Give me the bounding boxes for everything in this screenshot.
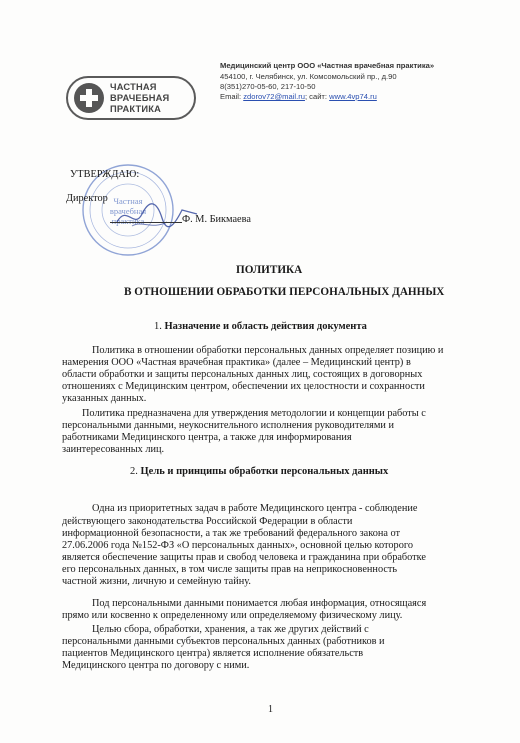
text-line: намерения ООО «Частная врачебная практика» (далее – Медицинский центр) в [62,357,411,368]
text-line: заинтересованных лиц. [62,444,165,455]
site-link[interactable]: www.4vp74.ru [329,92,377,101]
document-title: ПОЛИТИКА [236,264,303,276]
text-line: его персональных данных, в том числе защиты прав на неприкосновенность [62,564,398,575]
medical-cross-icon [74,83,104,113]
seal-text: врачебная [109,206,147,216]
text-line: Под персональными данными понимается любая информация, относящаяся [92,598,427,609]
text-line: работниками Медицинского центра, а также для информирования [62,432,352,443]
approval-label: УТВЕРЖДАЮ: [70,169,140,180]
logo-line: ЧАСТНАЯ [110,81,157,92]
text-line: является обеспечение защиты прав и свобод человека и гражданина при обработке [62,552,426,563]
text-line: прямо или косвенно к определенному или определяемому физическому лицу. [62,610,403,621]
org-contacts [220,92,434,102]
section-1-heading [154,321,367,332]
site-prefix: ; сайт: [304,92,330,101]
text-line: Политика предназначена для утверждения методологии и концепции работы с [82,408,426,419]
text-line: Целью сбора, обработки, хранения, а так же других действий с [92,624,369,635]
org-address: 454100, г. Челябинск, ул. Комсомольский пр., д.90 [220,72,397,81]
text-line: Медицинского центра по договору с ними. [62,660,250,671]
signature-line [110,222,182,223]
org-name: Медицинский центр ООО «Частная врачебная практика» [220,61,435,70]
section-2-heading [130,466,388,477]
text-line: Политика в отношении обработки персональных данных определяет позицию и [92,345,444,356]
text-line: действующего законодательства Российской Федерации в области [62,516,353,527]
director-title: Директор [66,193,108,204]
section-title: Назначение и область действия документа [164,321,367,332]
org-phone: 8(351)270-05-60, 217-10-50 [220,82,316,91]
page-number: 1 [268,704,273,715]
email-prefix: Email: [220,92,244,101]
text-line: области обработки и защиты персональных данных лиц, состоящих в договорных [62,369,423,380]
section-title: Цель и принципы обработки персональных данных [140,466,389,477]
text-line: информационной безопасности, а так же требований федерального закона от [62,528,401,539]
seal-text: Частная [113,196,143,206]
document-subtitle: В ОТНОШЕНИИ ОБРАБОТКИ ПЕРСОНАЛЬНЫХ ДАННЫХ [124,286,445,298]
text-line: персональными данными субъектов персональных данных (работников и [62,636,385,647]
logo-line: ПРАКТИКА [110,103,162,114]
text-line: персональными данными, неукоснительного исполнения руководителями и [62,420,394,431]
section-number: 1. [154,321,165,332]
text-line: отношениях с Медицинским центром, обеспечении их целостности и сохранности [62,381,425,392]
text-line: указанных данных. [62,393,147,404]
text-line: частной жизни, личную и семейную тайну. [62,576,251,587]
company-logo [66,76,196,120]
section-number: 2. [130,466,141,477]
text-line: 27.06.2006 года №152-ФЗ «О персональных данных», основной целью которого [62,540,413,551]
text-line: Одна из приоритетных задач в работе Медицинского центра - соблюдение [92,503,418,514]
director-name: Ф. М. Бикмаева [182,214,251,225]
email-link[interactable]: zdorov72@mail.ru [243,92,305,101]
seal-text: практика [111,216,145,226]
logo-line: ВРАЧЕБНАЯ [110,92,170,103]
logo-text [110,82,169,115]
letterhead-info [220,61,434,102]
text-line: пациентов Медицинского центра) является исполнение обязательств [62,648,364,659]
